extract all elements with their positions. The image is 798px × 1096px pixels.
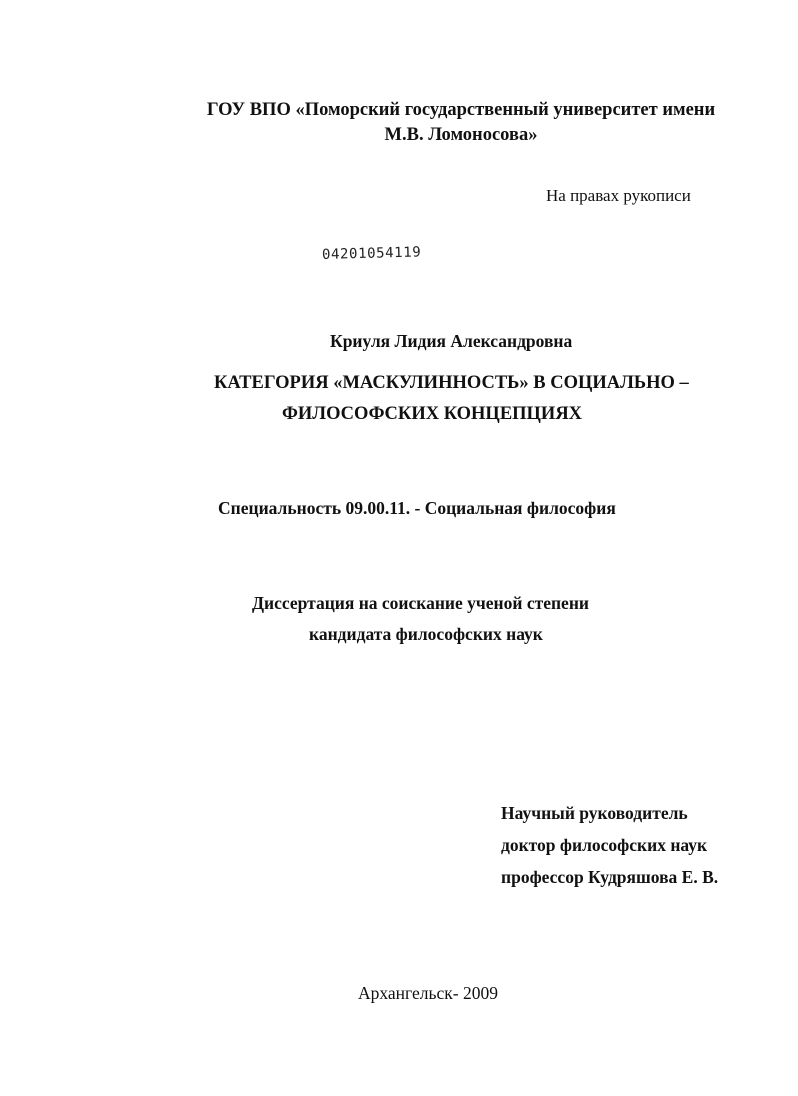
institution-line-1: ГОУ ВПО «Поморский государственный университет имени (206, 100, 716, 120)
manuscript-note: На правах рукописи (546, 186, 691, 205)
dissertation-line-1: Диссертация на соискание ученой степени (252, 593, 589, 613)
title-line-1: КАТЕГОРИЯ «МАСКУЛИННОСТЬ» В СОЦИАЛЬНО – (214, 373, 689, 393)
city-year: Архангельск- 2009 (358, 983, 498, 1003)
institution-line-2: М.В. Ломоносова» (384, 125, 538, 145)
document-number-stamp: 04201054119 (321, 244, 422, 263)
author-name: Криуля Лидия Александровна (330, 331, 573, 351)
dissertation-line-2: кандидата философских наук (309, 624, 543, 644)
title-line-2: ФИЛОСОФСКИХ КОНЦЕПЦИЯХ (282, 404, 583, 424)
supervisor-line-1: Научный руководитель (501, 803, 688, 823)
supervisor-line-3: профессор Кудряшова Е. В. (501, 867, 719, 887)
specialty: Специальность 09.00.11. - Социальная философия (218, 498, 616, 518)
supervisor-line-2: доктор философских наук (501, 835, 708, 855)
